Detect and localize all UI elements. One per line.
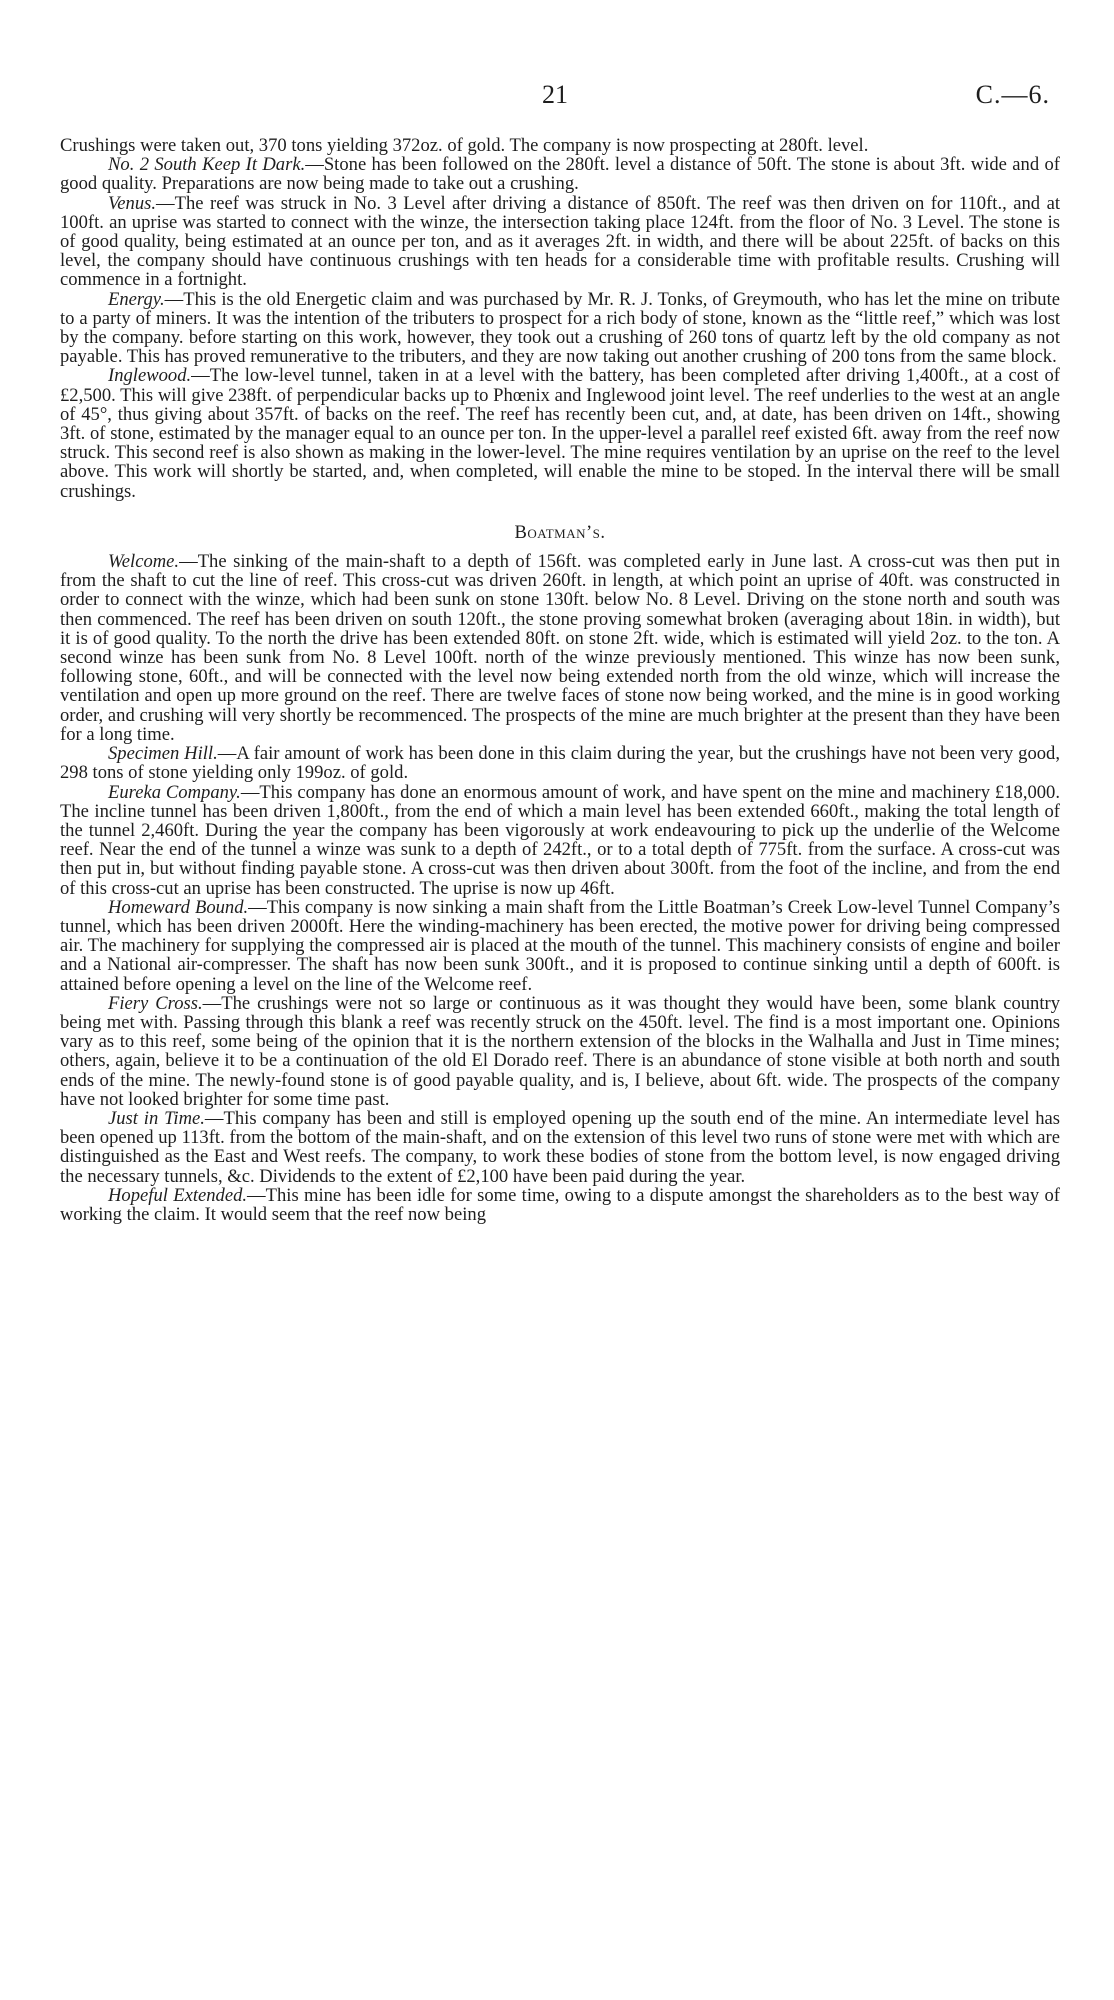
paragraph-text: —The low-level tunnel, taken in at a level with the battery, has been completed after driving 1,400ft., at a cost of £2,500. This will give 238ft. of perpendicular backs up to Phœnix and Inglewood joint level. The reef underlies to the west at an angle of 45°, thus giving about 357ft. of backs on the reef. The reef has recently been cut, and, at date, has been driven on 14ft., showing 3ft. of stone, estimated by the manager equal to an ounce per ton. In the upper-level a parallel reef existed 6ft. away from the reef now struck. This second reef is also shown as making in the lower-level. The mine requires ventilation by an uprise on the reef to the level above. This work will shortly be started, and, when completed, will enable the mine to be stoped. In the interval there will be small crushings. — [60, 365, 1060, 502]
paragraph — [60, 783, 1060, 898]
paragraph-title: Inglewood. — [108, 365, 192, 387]
paragraph-text: —The reef was struck in No. 3 Level after driving a distance of 850ft. The reef was then driven on for 110ft., and at 100ft. an uprise was started to connect with the winze, the intersection taking place 124ft. from the floor of No. 3 Level. The stone is of good quality, being estimated at an ounce per ton, and as it averages 2ft. in width, and there will be about 225ft. of backs on this level, the company should have continuous crushings with ten heads for a considerable time with profitable results. Crushing will commence in a fortnight. — [60, 192, 1060, 291]
paragraph-text: —This company has been and still is employed opening up the south end of the mine. An intermediate level has been opened up 113ft. from the bottom of the main-shaft, and on the extension of this level two runs of stone were met with which are distinguished as the East and West reefs. The company, to work these bodies of stone from the bottom level, is now engaged driving the necessary tunnels, &c. Dividends to the extent of £2,100 have been paid during the year. — [60, 1107, 1061, 1187]
paragraph-title: Hopeful Extended. — [108, 1184, 248, 1206]
paragraph — [60, 366, 1060, 500]
paragraph — [60, 744, 1060, 782]
paragraph-title: Welcome. — [108, 551, 180, 573]
paragraph-text: —The crushings were not so large or continuous as it was thought they would have been, some blank country being met with. Passing through this blank a reef was recently struck on the 450ft. level. The find is a most important one. Opinions vary as to this reef, some being of the opinion that it is the northern extension of the blocks in the Walhalla and Just in Time mines; others, again, believe it to be a continuation of the old El Dorado reef. There is an abundance of stone visible at both north and south ends of the mine. The newly-found stone is of good payable quality, and is, I believe, about 6ft. wide. The prospects of the company have not looked brighter for some time past. — [60, 992, 1061, 1110]
paragraph-text: —This mine has been idle for some time, owing to a dispute amongst the shareholders as to the best way of working the claim. It would seem that the reef now being — [60, 1184, 1060, 1225]
paragraph-text: —Stone has been followed on the 280ft. level a distance of 50ft. The stone is about 3ft. wide and of good quality. Preparations are now being made to take out a crushing. — [60, 154, 1060, 195]
body-text — [60, 136, 1060, 1224]
paragraph-text: —This company has done an enormous amount of work, and have spent on the mine and machinery £18,000. The incline tunnel has been driven 1,800ft., from the end of which a main level has been extended 660ft., making the total length of the tunnel 2,460ft. During the year the company has been vigorously at work endeavouring to pick up the underlie of the Welcome reef. Near the end of the tunnel a winze was sunk to a depth of 242ft., or to a total depth of 775ft. from the surface. A cross-cut was then put in, but without finding payable stone. A cross-cut was then driven about 300ft. from the foot of the incline, and from the end of this cross-cut an uprise has been constructed. The uprise is now up 46ft. — [60, 781, 1061, 899]
paragraph — [60, 994, 1060, 1109]
paragraph-text: —This company is now sinking a main shaft from the Little Boatman’s Creek Low-level Tunnel Company’s tunnel, which has been driven 2000ft. Here the winding-machinery has been erected, the motive power for driving being compressed air. The machinery for supplying the compressed air is placed at the mouth of the tunnel. This machinery consists of engine and boiler and a National air-compresser. The shaft has now been sunk 300ft., and it is proposed to continue sinking until a depth of 600ft. is attained before opening a level on the line of the Welcome reef. — [60, 896, 1060, 995]
paragraph — [60, 1186, 1060, 1224]
paragraph-text: —The sinking of the main-shaft to a depth of 156ft. was completed early in June last. A cross-cut was then put in from the shaft to cut the line of reef. This cross-cut was driven 260ft. in length, at which point an uprise of 40ft. was constructed in order to connect with the winze, which had been sunk on stone 130ft. below No. 8 Level. Driving on the stone north and south was then commenced. The reef has been driven on south 120ft., the stone proving somewhat broken (averaging about 18in. in width), but it is of good quality. To the north the drive has been extended 80ft. on stone 2ft. wide, which is estimated will yield 2oz. to the ton. A second winze has been sunk from No. 8 Level 100ft. north of the winze previously mentioned. This winze has now been sunk, following stone, 60ft., and will be connected with the level now being extended north from the old winze, which will increase the ventilation and open up more ground on the reef. There are twelve faces of stone now being worked, and the mine is in good working order, and crushing will very shortly be recommenced. The prospects of the mine are much brighter at the present than they have been for a long time. — [60, 551, 1060, 745]
paragraph-text: —This is the old Energetic claim and was purchased by Mr. R. J. Tonks, of Greymouth, who has let the mine on tribute to a party of miners. It was the intention of the tributers to prospect for a rich body of stone, known as the “little reef,” which was lost by the company. before starting on this work, however, they took out a crushing of 260 tons of quartz left by the old company as not payable. This has proved remunerative to the tributers, and they are now taking out another crushing of 200 tons from the same block. — [60, 288, 1060, 368]
paragraph-title: Venus. — [108, 192, 157, 214]
paragraph-title: Fiery Cross. — [108, 992, 203, 1014]
page-number: 21 — [542, 80, 568, 109]
paragraph-title: Eureka Company. — [108, 781, 241, 803]
page-header — [60, 80, 1050, 114]
paragraphs-top — [60, 136, 1060, 501]
paragraph-text: Crushings were taken out, 370 tons yielding 372oz. of gold. The company is now prospecting at 280ft. level. — [60, 135, 869, 156]
document-reference: C.—6. — [975, 80, 1050, 109]
paragraph-text: —A fair amount of work has been done in this claim during the year, but the crushings have not been very good, 298 tons of stone yielding only 199oz. of gold. — [60, 743, 1060, 784]
paragraph-title: Homeward Bound. — [108, 896, 249, 918]
paragraph — [60, 194, 1060, 290]
paragraph-title: Specimen Hill. — [108, 743, 218, 765]
paragraph-title: No. 2 South Keep It Dark. — [108, 154, 306, 176]
section-heading: Boatman’s. — [514, 521, 606, 543]
paragraph — [60, 898, 1060, 994]
paragraph — [60, 136, 1060, 155]
paragraph — [60, 290, 1060, 367]
paragraph — [60, 155, 1060, 193]
paragraph-title: Energy. — [108, 288, 165, 310]
paragraph — [60, 1109, 1060, 1186]
paragraphs-bottom — [60, 552, 1060, 1224]
paragraph — [60, 552, 1060, 744]
paragraph-title: Just in Time. — [108, 1107, 205, 1129]
